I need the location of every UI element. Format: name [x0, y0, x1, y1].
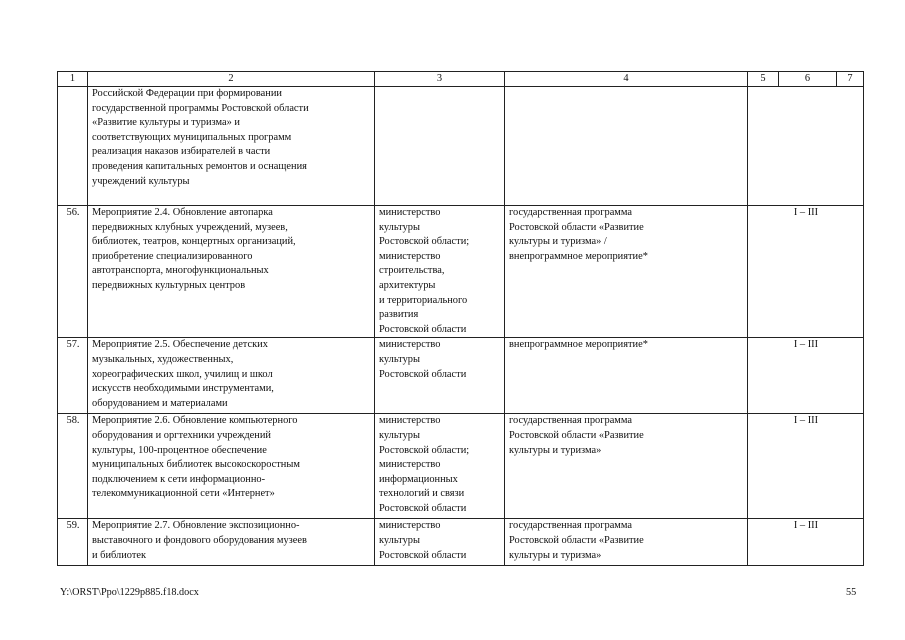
executor-cell: министерство культуры Ростовской области; министерство строительства, архитектуры и территориального развития Ростовской области — [375, 206, 505, 338]
event-cell: Мероприятие 2.5. Обеспечение детских музыкальных, художественных, хореографических школ, училищ и школ искусств необходимыми инструментами, оборудованием и материалами — [88, 338, 375, 414]
table-row-continuation — [58, 87, 864, 206]
row-number: 59. — [58, 519, 88, 566]
program-cell: государственная программа Ростовской области «Развитие культуры и туризма» / внепрограммное мероприятие* — [505, 206, 748, 338]
footer-file-path: Y:\ORST\Ppo\1229p885.f18.docx — [60, 587, 199, 598]
program-cell: государственная программа Ростовской области «Развитие культуры и туризма» — [505, 519, 748, 566]
header-cell-2: 2 — [88, 72, 375, 87]
period-cell — [748, 87, 864, 206]
header-row — [58, 72, 864, 87]
header-cell-3: 3 — [375, 72, 505, 87]
period-cell: I – III — [748, 414, 864, 519]
event-cell: Российской Федерации при формировании государственной программы Ростовской области «Развитие культуры и туризма» и соответствующих муниципальных программ реализация наказов избирателей в части проведения капитальных ремонтов и оснащения учреждений культуры — [88, 87, 375, 206]
event-cell: Мероприятие 2.6. Обновление компьютерного оборудования и оргтехники учреждений культуры, 100-процентное обеспечение муниципальных библиотек высокоскоростным подключением к сети информационно- телекоммуникационной сети «Интернет» — [88, 414, 375, 519]
table-row — [58, 519, 864, 566]
period-cell: I – III — [748, 338, 864, 414]
table-row — [58, 338, 864, 414]
period-cell: I – III — [748, 519, 864, 566]
header-cell-1: 1 — [58, 72, 88, 87]
executor-cell: министерство культуры Ростовской области — [375, 519, 505, 566]
event-cell: Мероприятие 2.4. Обновление автопарка передвижных клубных учреждений, музеев, библиотек, театров, концертных организаций, приобретение специализированного автотранспорта, многофункциональных передвижных культурных центров — [88, 206, 375, 338]
program-cell — [505, 87, 748, 206]
period-cell: I – III — [748, 206, 864, 338]
plan-table — [57, 71, 864, 566]
row-number — [58, 87, 88, 206]
row-number: 58. — [58, 414, 88, 519]
header-cell-7: 7 — [837, 72, 864, 87]
header-cell-6: 6 — [779, 72, 837, 87]
event-cell: Мероприятие 2.7. Обновление экспозиционно- выставочного и фондового оборудования музеев и библиотек — [88, 519, 375, 566]
header-cell-4: 4 — [505, 72, 748, 87]
table-row — [58, 414, 864, 519]
executor-cell: министерство культуры Ростовской области — [375, 338, 505, 414]
executor-cell — [375, 87, 505, 206]
program-cell: внепрограммное мероприятие* — [505, 338, 748, 414]
program-cell: государственная программа Ростовской области «Развитие культуры и туризма» — [505, 414, 748, 519]
table-row — [58, 206, 864, 338]
row-number: 56. — [58, 206, 88, 338]
row-number: 57. — [58, 338, 88, 414]
executor-cell: министерство культуры Ростовской области; министерство информационных технологий и связи Ростовской области — [375, 414, 505, 519]
header-cell-5: 5 — [748, 72, 779, 87]
footer-page-number: 55 — [846, 587, 857, 598]
